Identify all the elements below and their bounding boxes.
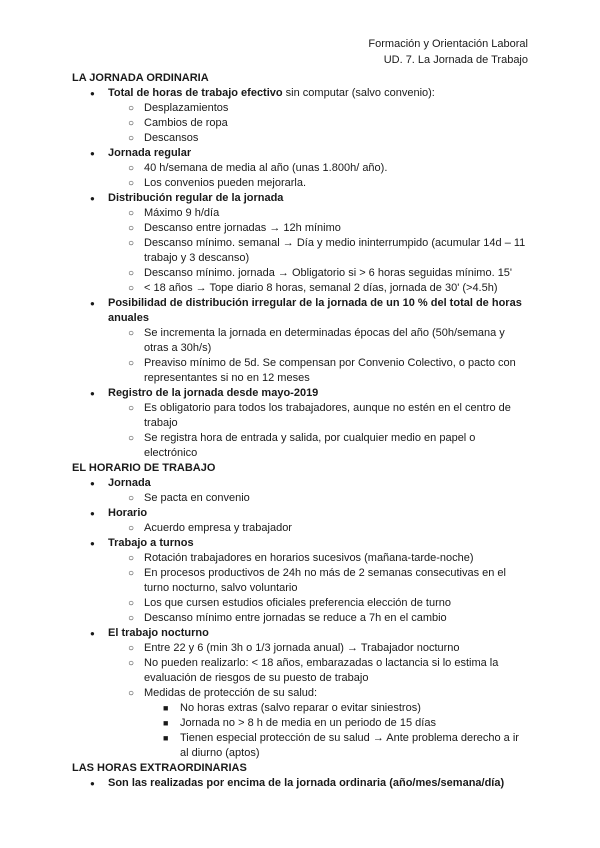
sub-list-item [72,551,528,566]
sub-list-item [72,566,528,596]
list-item [72,86,528,101]
bullet-dot-icon: ● [90,89,95,98]
sub-item-text: Se incrementa la jornada en determinadas épocas del año (50h/semana y otras a 30h/s) [144,327,505,354]
bullet-circle-icon: ○ [128,658,135,669]
sub-item-text: < 18 años → Tope diario 8 horas, semanal 2 días, jornada de 30' (>4.5h) [144,282,498,294]
item-bold-text: Son las realizadas por encima de la jornada ordinaria (año/mes/semana/día) [108,777,505,789]
item-bold-text: Jornada regular [108,147,192,159]
item-heading [108,507,147,519]
sub-sub-item-text: No horas extras (salvo reparar o evitar siniestros) [180,702,421,714]
bullet-dot-icon: ● [90,149,95,158]
item-heading [108,87,435,99]
bullet-circle-icon: ○ [128,493,135,504]
sub-list-item [72,326,528,356]
bullet-circle-icon: ○ [128,103,135,114]
sub-item-text: Descanso entre jornadas → 12h mínimo [144,222,341,234]
sub-sub-item-text: Tienen especial protección de su salud → Ante problema derecho a ir al diurno (aptos) [180,732,519,759]
bullet-circle-icon: ○ [128,118,135,129]
document-body [72,71,528,791]
item-heading [108,297,522,324]
sub-list-item [72,116,528,131]
sub-item-text: Desplazamientos [144,102,229,114]
bullet-dot-icon: ● [90,389,95,398]
item-heading [108,777,504,789]
bullet-dot-icon: ● [90,629,95,638]
bullet-list [72,776,528,791]
sub-item-text: Se registra hora de entrada y salida, por cualquier medio en papel o electrónico [144,432,476,459]
sub-list-item [72,611,528,626]
sub-item-text: Los convenios pueden mejorarla. [144,177,307,189]
bullet-circle-icon: ○ [128,328,135,339]
list-item [72,626,528,641]
bullet-circle-icon: ○ [128,553,135,564]
bullet-circle-icon: ○ [128,208,135,219]
bullet-circle-icon: ○ [128,598,135,609]
bullet-circle-icon: ○ [128,178,135,189]
sub-item-text: Cambios de ropa [144,117,228,129]
bullet-square-icon: ■ [163,718,169,728]
sub-item-text: Rotación trabajadores en horarios sucesivos (mañana-tarde-noche) [144,552,474,564]
header-unit: UD. 7. La Jornada de Trabajo [383,54,528,66]
bullet-dot-icon: ● [90,479,95,488]
sub-list-item [72,101,528,116]
bullet-circle-icon: ○ [128,358,135,369]
item-heading [108,147,191,159]
sub-item-text: Preaviso mínimo de 5d. Se compensan por Convenio Colectivo, o pacto con representantes si no en 12 meses [144,357,516,384]
sub-list-item [72,356,528,386]
bullet-dot-icon: ● [90,779,95,788]
bullet-list [72,86,528,461]
sub-list-item [72,236,528,266]
sub-item-text: Acuerdo empresa y trabajador [144,522,292,534]
sub-item-text: Entre 22 y 6 (min 3h o 1/3 jornada anual) → Trabajador nocturno [144,642,460,654]
sub-sub-list-item [72,731,528,761]
sub-item-text: Es obligatorio para todos los trabajadores, aunque no estén en el centro de trabajo [144,402,511,429]
item-heading [108,537,194,549]
list-item [72,191,528,206]
sub-list-item [72,641,528,656]
list-item [72,386,528,401]
sub-list-item [72,521,528,536]
item-bold-text: El trabajo nocturno [108,627,209,639]
sub-item-text: Descanso mínimo. jornada → Obligatorio si > 6 horas seguidas mínimo. 15' [144,267,513,279]
sub-list-item [72,206,528,221]
bullet-circle-icon: ○ [128,403,135,414]
list-item [72,146,528,161]
bullet-circle-icon: ○ [128,433,135,444]
sub-list-item [72,401,528,431]
sub-item-text: Máximo 9 h/día [144,207,220,219]
sub-list-item [72,596,528,611]
sub-sub-list-item [72,701,528,716]
sub-item-text: Descanso mínimo. semanal → Día y medio ininterrumpido (acumular 14d – 11 trabajo y 3 descanso) [144,237,526,264]
item-heading [108,192,283,204]
sub-list-item [72,266,528,281]
bullet-circle-icon: ○ [128,163,135,174]
bullet-square-icon: ■ [163,733,169,743]
sub-sub-item-text: Jornada no > 8 h de media en un periodo de 15 días [180,717,436,729]
item-heading [108,477,151,489]
list-item [72,296,528,326]
bullet-circle-icon: ○ [128,223,135,234]
bullet-circle-icon: ○ [128,643,135,654]
sub-list-item [72,431,528,461]
sub-list-item [72,686,528,701]
section-title: EL HORARIO DE TRABAJO [72,462,216,474]
sub-item-text: Se pacta en convenio [144,492,250,504]
sub-item-text: No pueden realizarlo: < 18 años, embarazadas o lactancia si lo estima la evaluación de riesgos de su puesto de trabajo [144,657,499,684]
bullet-circle-icon: ○ [128,568,135,579]
bullet-list [72,476,528,761]
bullet-square-icon: ■ [163,703,169,713]
item-text: sin computar (salvo convenio): [282,87,435,99]
bullet-circle-icon: ○ [128,238,135,249]
sub-list-item [72,221,528,236]
item-bold-text: Posibilidad de distribución irregular de la jornada de un 10 % del total de horas anuales [108,297,522,324]
sub-item-text: En procesos productivos de 24h no más de 2 semanas consecutivas en el turno nocturno, salvo voluntario [144,567,506,594]
sub-item-text: Descansos [144,132,199,144]
item-bold-text: Total de horas de trabajo efectivo [108,87,283,99]
bullet-dot-icon: ● [90,299,95,308]
item-heading [108,627,209,639]
sub-list-item [72,656,528,686]
sub-list-item [72,131,528,146]
sub-list-item [72,281,528,296]
item-bold-text: Registro de la jornada desde mayo-2019 [108,387,319,399]
section-title: LAS HORAS EXTRAORDINARIAS [72,762,247,774]
bullet-circle-icon: ○ [128,268,135,279]
list-item [72,476,528,491]
sub-item-text: 40 h/semana de media al año (unas 1.800h/ año). [144,162,388,174]
sub-list-item [72,161,528,176]
item-heading [108,387,318,399]
list-item [72,506,528,521]
sub-item-text: Descanso mínimo entre jornadas se reduce a 7h en el cambio [144,612,447,624]
item-bold-text: Distribución regular de la jornada [108,192,284,204]
sub-list-item [72,176,528,191]
sub-item-text: Medidas de protección de su salud: [144,687,318,699]
item-bold-text: Trabajo a turnos [108,537,194,549]
list-item [72,536,528,551]
header-course: Formación y Orientación Laboral [368,38,528,50]
document-header [368,36,528,68]
bullet-dot-icon: ● [90,539,95,548]
bullet-circle-icon: ○ [128,688,135,699]
bullet-circle-icon: ○ [128,613,135,624]
sub-item-text: Los que cursen estudios oficiales preferencia elección de turno [144,597,451,609]
bullet-circle-icon: ○ [128,283,135,294]
item-bold-text: Jornada [108,477,151,489]
bullet-circle-icon: ○ [128,133,135,144]
sub-sub-list-item [72,716,528,731]
bullet-dot-icon: ● [90,509,95,518]
list-item [72,776,528,791]
sub-list-item [72,491,528,506]
bullet-circle-icon: ○ [128,523,135,534]
item-bold-text: Horario [108,507,148,519]
section-title: LA JORNADA ORDINARIA [72,72,209,84]
bullet-dot-icon: ● [90,194,95,203]
